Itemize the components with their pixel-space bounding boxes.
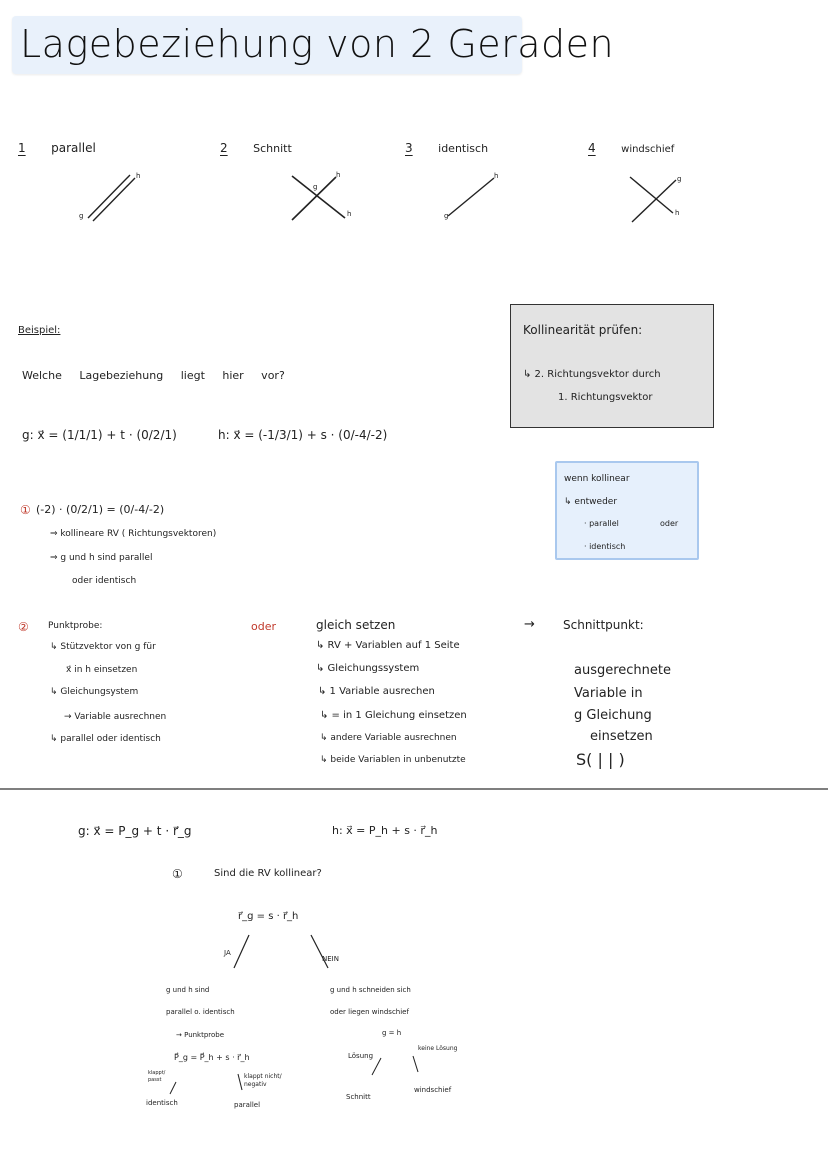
step1-line2: ⇒ g und h sind parallel (50, 553, 153, 563)
gleichsetzen-line6: ↳ beide Variablen in unbenutzte (320, 755, 466, 765)
case-4-label: windschief (621, 144, 675, 155)
case-2-label: Schnitt (253, 142, 292, 155)
flow-loesung: Lösung (348, 1052, 374, 1060)
flow-right-line1: g und h schneiden sich (330, 986, 411, 994)
schnitt-label-g: g (313, 183, 318, 191)
step1-line3: oder identisch (72, 576, 137, 586)
kollinearitaet-line1: ↳ 2. Richtungsvektor durch (523, 369, 661, 380)
flow-right-line2: oder liegen windschief (330, 1008, 409, 1016)
gleichsetzen-line4: ↳ = in 1 Gleichung einsetzen (320, 710, 467, 721)
nein-arrow (311, 935, 328, 968)
flow-nein: NEIN (322, 955, 339, 963)
windschief-label-g: g (677, 175, 682, 183)
schnittpunkt-line2: Variable in (574, 686, 643, 701)
identisch-line (448, 178, 494, 216)
gleichsetzen-line3: ↳ 1 Variable ausrechen (318, 686, 435, 697)
flow-windschief: windschief (414, 1086, 452, 1094)
schnitt-label-h2: h (347, 210, 352, 218)
klappt-nicht-arrow (238, 1074, 242, 1090)
flow-question: Sind die RV kollinear? (214, 868, 322, 879)
schnittpunkt-line5: S( | | ) (576, 750, 625, 769)
step1-line1: ⇒ kollineare RV ( Richtungsvektoren) (50, 529, 217, 539)
oder-label: oder (251, 620, 277, 633)
schnitt-label-h: h (336, 171, 341, 179)
flow-klappt-nicht: klappt nicht/ negativ (244, 1073, 282, 1088)
keine-loesung-arrow (413, 1056, 418, 1072)
flow-klappt: klappt/ passt (148, 1070, 166, 1083)
example-h-equation: h: x⃗ = (-1/3/1) + s · (0/-4/-2) (218, 428, 388, 442)
flow-keine-loesung: keine Lösung (418, 1045, 458, 1052)
kollinearitaet-line2: 1. Richtungsvektor (558, 392, 653, 403)
flow-left-line1: g und h sind (166, 986, 210, 994)
identisch-label-h: h (494, 172, 499, 180)
case-2-number: 2 (220, 141, 228, 155)
step2-line2: x⃗ in h einsetzen (66, 665, 138, 675)
windschief-label-h: h (675, 209, 680, 217)
example-heading: Beispiel: (18, 325, 61, 336)
parallel-label-g: g (79, 212, 84, 220)
parallel-label-h: h (136, 172, 141, 180)
case-3-number: 3 (405, 141, 413, 155)
case-3-label: identisch (438, 142, 489, 155)
gleichsetzen-title: gleich setzen (316, 618, 396, 632)
windschief-line-h (630, 177, 673, 213)
windschief-line-g (632, 180, 676, 222)
flow-center-equation: r⃗_g = s · r⃗_h (238, 911, 299, 922)
identisch-label-g: g (444, 212, 449, 220)
flow-schnitt: Schnitt (346, 1093, 371, 1101)
example-question: Welche Lagebeziehung liegt hier vor? (22, 369, 285, 382)
flow-question-number: ① (172, 867, 183, 881)
flow-parallel: parallel (234, 1101, 261, 1109)
wenn-line1: wenn kollinear (564, 474, 630, 484)
step1-equation: (-2) · (0/2/1) = (0/-4/-2) (36, 503, 165, 516)
flow-ja: JA (224, 949, 231, 957)
schnittpunkt-line1: ausgerechnete (574, 663, 672, 678)
page-title: Lagebeziehung von 2 Geraden (20, 22, 615, 66)
example-g-equation: g: x⃗ = (1/1/1) + t · (0/2/1) (22, 428, 177, 442)
gleichsetzen-line2: ↳ Gleichungssystem (316, 663, 420, 674)
flow-h-equation: h: x⃗ = P_h + s · r⃗_h (332, 824, 438, 837)
parallel-line-g (88, 175, 130, 218)
wenn-line3-oder: oder (660, 519, 679, 528)
kollinearitaet-title: Kollinearität prüfen: (523, 323, 643, 337)
flow-identisch: identisch (146, 1099, 178, 1107)
schnittpunkt-line4: einsetzen (590, 729, 653, 744)
step2-line3: ↳ Gleichungsystem (50, 687, 139, 697)
step2-title: Punktprobe: (48, 621, 103, 631)
flow-left-line2: parallel o. identisch (166, 1008, 235, 1016)
step2-line5: ↳ parallel oder identisch (50, 734, 161, 744)
step2-number: ② (18, 620, 29, 634)
gleichsetzen-line5: ↳ andere Variable ausrechnen (320, 733, 457, 743)
case-1-label: parallel (51, 141, 96, 155)
schnittpunkt-line3: g Gleichung (574, 708, 652, 723)
wenn-line2: ↳ entweder (564, 497, 618, 507)
flow-right-line3: g = h (382, 1029, 402, 1037)
wenn-line4: · identisch (584, 542, 626, 551)
flow-left-line4: P⃗_g = P⃗_h + s · r⃗_h (174, 1053, 250, 1062)
flow-left-line3: → Punktprobe (176, 1031, 225, 1039)
schnittpunkt-title: Schnittpunkt: (563, 618, 644, 632)
case-4-number: 4 (588, 141, 596, 155)
arrow-right: → (524, 617, 535, 632)
parallel-line-h (93, 178, 135, 221)
wenn-line3: · parallel (584, 519, 619, 528)
step2-line4: → Variable ausrechnen (64, 712, 167, 722)
step2-line1: ↳ Stützvektor von g für (50, 642, 156, 652)
step1-number: ① (20, 503, 31, 517)
flow-g-equation: g: x⃗ = P_g + t · r⃗_g (78, 824, 192, 838)
ja-arrow (234, 935, 249, 968)
case-1-number: 1 (18, 141, 26, 155)
loesung-arrow (372, 1058, 381, 1075)
gleichsetzen-line1: ↳ RV + Variablen auf 1 Seite (316, 640, 460, 651)
